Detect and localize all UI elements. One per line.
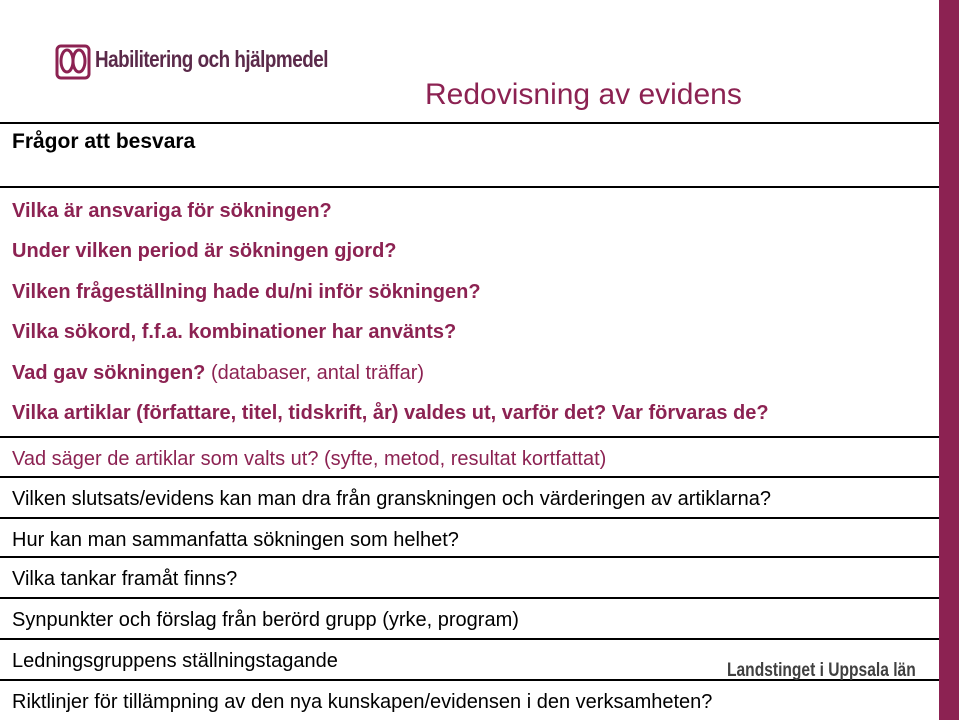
question-item: Vilken frågeställning hade du/ni inför sökningen? xyxy=(12,281,481,303)
question-main: Vad gav sökningen? xyxy=(12,362,206,384)
question-main: Vad säger de artiklar som valts ut? xyxy=(12,448,319,470)
question-item: Vilka sökord, f.f.a. kombinationer har använts? xyxy=(12,321,457,343)
question-item: Under vilken period är sökningen gjord? xyxy=(12,240,397,262)
habilitering-logo-icon xyxy=(55,40,91,80)
divider xyxy=(0,597,939,599)
footer-logo: Landstinget i Uppsala län xyxy=(727,660,916,681)
question-item: Riktlinjer för tillämpning av den nya kunskapen/evidensen i den verksamheten? xyxy=(12,691,713,713)
header-logo xyxy=(55,40,355,80)
question-item xyxy=(12,401,769,425)
question-item: Vilken slutsats/evidens kan man dra från granskningen och värderingen av artiklarna? xyxy=(12,488,771,510)
divider xyxy=(0,517,939,519)
section-label: Frågor att besvara xyxy=(12,130,196,153)
question-item: Hur kan man sammanfatta sökningen som helhet? xyxy=(12,529,459,551)
question-extra: Var förvaras de? xyxy=(611,402,769,424)
right-accent-bar xyxy=(939,0,959,720)
question-item: Vilka tankar framåt finns? xyxy=(12,568,238,590)
divider xyxy=(0,186,939,188)
divider xyxy=(0,436,939,438)
divider xyxy=(0,476,939,478)
divider xyxy=(0,638,939,640)
question-item: Synpunkter och förslag från berörd grupp (yrke, program) xyxy=(12,609,519,631)
question-item xyxy=(12,447,606,471)
divider xyxy=(0,122,939,124)
question-item: Vilka är ansvariga för sökningen? xyxy=(12,200,332,222)
slide-title: Redovisning av evidens xyxy=(425,78,742,111)
divider xyxy=(0,556,939,558)
question-parenthetical: (syfte, metod, resultat kortfattat) xyxy=(324,448,607,470)
logo-text: Habilitering och hjälpmedel xyxy=(95,46,328,72)
question-parenthetical: (databaser, antal träffar) xyxy=(210,362,425,384)
question-item: Ledningsgruppens ställningstagande xyxy=(12,650,338,672)
question-item xyxy=(12,361,424,385)
question-main: Vilka artiklar (författare, titel, tidskrift, år) valdes ut, varför det? xyxy=(12,402,607,424)
